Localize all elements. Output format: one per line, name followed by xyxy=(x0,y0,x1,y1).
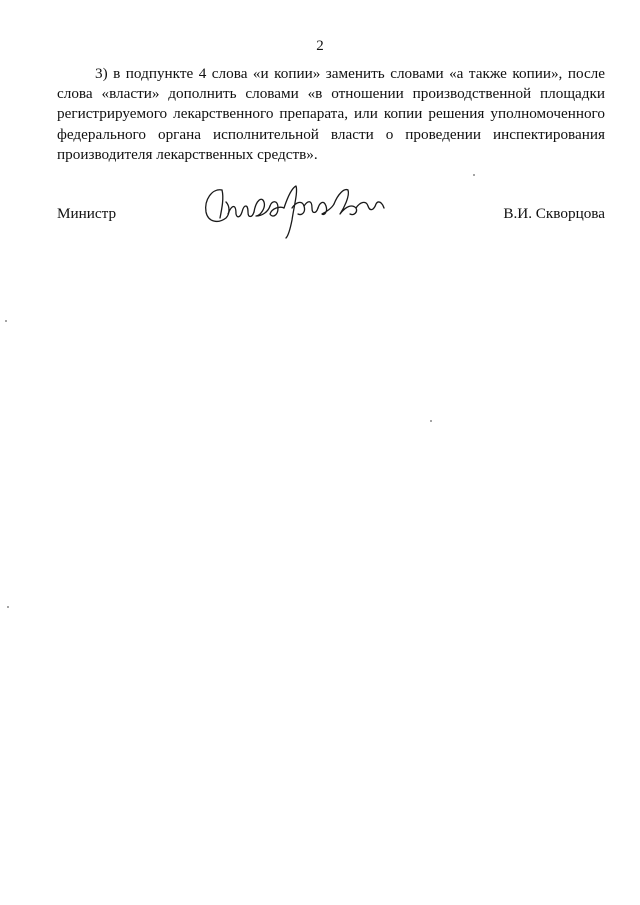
signatory-title: Министр xyxy=(57,205,117,222)
page-number: 2 xyxy=(316,38,324,54)
scan-speck xyxy=(7,606,9,608)
scan-speck xyxy=(473,174,475,176)
signatory-name: В.И. Скворцова xyxy=(503,205,605,222)
scan-speck xyxy=(5,320,7,322)
scan-speck xyxy=(430,420,432,422)
handwritten-signature xyxy=(200,178,395,240)
amendment-paragraph: 3) в подпункте 4 слова «и копии» заменить словами «а также копии», после слова «власти» дополнить словами «в отношении производственной площадки регистрируемого лекарственного препарата, или копии решения уполномоченного федерального органа исполнительной власти о проведении инспектирования производителя лекарственных средств». xyxy=(57,65,605,163)
